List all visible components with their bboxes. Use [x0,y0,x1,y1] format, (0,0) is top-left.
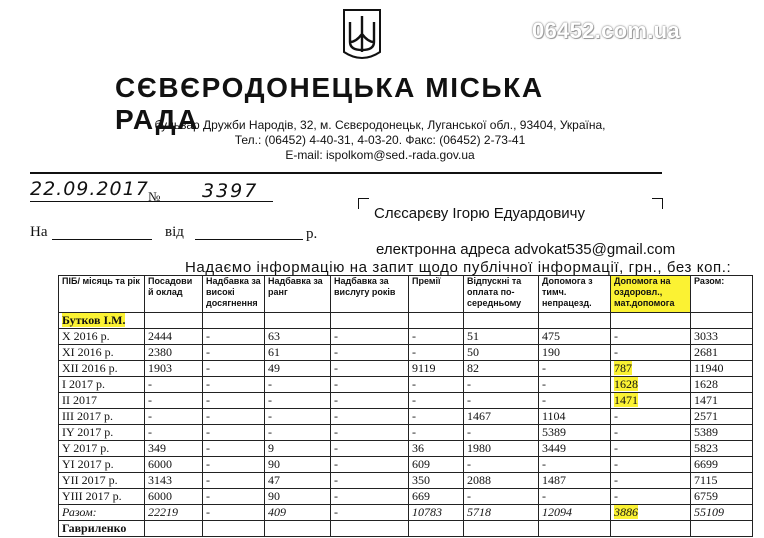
col-header: Відпускні та оплата по-середньому [464,276,539,313]
total-cell [203,505,265,521]
cell-text: 2380 [148,345,172,359]
value-cell [203,441,265,457]
cell-text: - [412,425,416,439]
cell-text: 5389 [694,425,718,439]
cell-text: - [614,409,618,423]
cell-text: 55109 [694,505,724,519]
vid-label: від [165,224,184,240]
recipient-name: Слєсарєву Ігорю Едуардовичу [374,205,585,222]
value-cell [203,393,265,409]
cell-text: 6759 [694,489,718,503]
cell-text: 5823 [694,441,718,455]
cell-text: - [206,361,210,375]
period-cell [59,393,145,409]
value-cell [409,409,464,425]
table-row [59,393,753,409]
value-cell [691,393,753,409]
col-header: Премії [409,276,464,313]
total-cell [464,505,539,521]
total-cell [59,505,145,521]
value-cell [331,361,409,377]
person-name: Гавриленко [62,521,127,535]
value-cell [145,361,203,377]
value-cell [539,377,611,393]
value-cell [611,457,691,473]
total-cell [409,505,464,521]
cell-text: 1903 [148,361,172,375]
total-cell [145,505,203,521]
cell-text: - [148,393,152,407]
cell-text: - [334,393,338,407]
value-cell [464,425,539,441]
cell-text: І 2017 р. [62,377,105,391]
value-cell [331,329,409,345]
cell-text: - [334,489,338,503]
value-cell [691,377,753,393]
number-label: № [148,189,161,204]
value-cell [691,441,753,457]
col-header: Надбавка за вислугу років [331,276,409,313]
cell-text: - [268,377,272,391]
value-cell [539,425,611,441]
value-cell [145,329,203,345]
value-cell [265,425,331,441]
date-underline [30,201,273,202]
value-cell [691,489,753,505]
value-cell [409,425,464,441]
vid-blank-line [195,239,303,240]
cell-text: - [542,361,546,375]
cell-text: - [206,345,210,359]
cell-text: - [412,329,416,343]
value-cell [464,473,539,489]
value-cell [539,329,611,345]
value-cell [539,409,611,425]
cell-text: - [614,441,618,455]
period-cell [59,473,145,489]
cell-text: - [614,345,618,359]
cell-text: 6699 [694,457,718,471]
value-cell [409,489,464,505]
cell-text: 1467 [467,409,491,423]
cell-text: 6000 [148,489,172,503]
recipient-bracket-right [652,198,663,209]
value-cell [203,361,265,377]
cell-text: - [542,377,546,391]
value-cell [611,425,691,441]
value-cell [409,329,464,345]
value-cell [331,393,409,409]
period-cell [59,329,145,345]
period-cell [59,377,145,393]
value-cell [691,457,753,473]
cell-text: - [614,473,618,487]
cell-text: 1487 [542,473,566,487]
value-cell [409,441,464,457]
cell-text: 475 [542,329,560,343]
value-cell [331,457,409,473]
period-cell [59,441,145,457]
cell-text: 49 [268,361,280,375]
cell-text: 10783 [412,505,442,519]
value-cell [265,489,331,505]
r-label: р. [306,226,318,242]
table-row [59,345,753,361]
value-cell [611,473,691,489]
total-cell [611,505,691,521]
value-cell [265,409,331,425]
value-cell [145,409,203,425]
value-cell [145,441,203,457]
value-cell [611,393,691,409]
cell-text: 1104 [542,409,566,423]
salary-table [58,275,753,537]
table-row [59,409,753,425]
period-cell [59,457,145,473]
total-cell [331,505,409,521]
value-cell [203,377,265,393]
cell-text: - [542,457,546,471]
handwritten-number: 3397 [202,180,259,202]
cell-text: 90 [268,457,280,471]
value-cell [409,345,464,361]
cell-text: - [334,329,338,343]
cell-text: - [467,377,471,391]
value-cell [539,473,611,489]
total-cell [691,505,753,521]
cell-text: - [614,425,618,439]
value-cell [409,457,464,473]
value-cell [145,457,203,473]
cell-text: - [268,409,272,423]
value-cell [145,473,203,489]
table-row [59,489,753,505]
cell-text: - [148,377,152,391]
total-row [59,505,753,521]
value-cell [409,393,464,409]
value-cell [331,425,409,441]
cell-text: 63 [268,329,280,343]
cell-text: 90 [268,489,280,503]
cell-text: - [412,377,416,391]
cell-text: - [206,377,210,391]
cell-text: 9 [268,441,274,455]
value-cell [611,329,691,345]
value-cell [409,377,464,393]
total-cell [265,505,331,521]
cell-text: 9119 [412,361,436,375]
cell-text: 47 [268,473,280,487]
na-label: На [30,224,48,240]
cell-text: YІ 2017 р. [62,457,114,471]
cell-text: - [148,425,152,439]
col-header: Надбавка за високі досягнення [203,276,265,313]
cell-text: 2681 [694,345,718,359]
cell-text: - [334,473,338,487]
cell-text: - [206,441,210,455]
value-cell [145,377,203,393]
value-cell [265,393,331,409]
cell-text: - [412,393,416,407]
value-cell [464,329,539,345]
cell-text: - [542,393,546,407]
value-cell [464,377,539,393]
value-cell [691,361,753,377]
cell-text: 3143 [148,473,172,487]
period-cell [59,489,145,505]
cell-text: - [334,345,338,359]
cell-text: 1980 [467,441,491,455]
cell-text: - [334,377,338,391]
na-blank-line [52,239,152,240]
cell-text: - [467,457,471,471]
value-cell [611,377,691,393]
period-cell [59,361,145,377]
cell-text: 3449 [542,441,566,455]
value-cell [691,329,753,345]
col-header: Посадови й оклад [145,276,203,313]
period-cell [59,425,145,441]
cell-text: 3033 [694,329,718,343]
value-cell [331,441,409,457]
value-cell [145,393,203,409]
value-cell [611,345,691,361]
cell-text: - [412,409,416,423]
value-cell [203,457,265,473]
cell-text: - [467,425,471,439]
value-cell [145,345,203,361]
cell-text: 609 [412,457,430,471]
cell-text: 12094 [542,505,572,519]
value-cell [611,441,691,457]
cell-text: 409 [268,505,286,519]
value-cell [331,345,409,361]
cell-text: - [206,505,210,519]
cell-text: 6000 [148,457,172,471]
col-header: Надбавка за ранг [265,276,331,313]
value-cell [539,441,611,457]
cell-text: - [467,393,471,407]
cell-text: - [467,489,471,503]
cell-text: 50 [467,345,479,359]
value-cell [464,441,539,457]
value-cell [265,329,331,345]
value-cell [203,425,265,441]
cell-text: 349 [148,441,166,455]
cell-text: 1471 [694,393,718,407]
cell-text: ХІ 2016 р. [62,345,114,359]
value-cell [331,489,409,505]
value-cell [203,473,265,489]
letterhead-divider [30,172,662,174]
site-watermark: 06452.com.ua [532,18,680,43]
value-cell [409,361,464,377]
cell-text: - [206,393,210,407]
value-cell [265,473,331,489]
table-row [59,329,753,345]
cell-text: - [542,489,546,503]
cell-text: 350 [412,473,430,487]
value-cell [331,377,409,393]
table-header-row [59,276,753,313]
person-row [59,313,753,329]
value-cell [464,409,539,425]
value-cell [611,361,691,377]
value-cell [691,345,753,361]
cell-text: - [206,473,210,487]
value-cell [203,329,265,345]
council-title: СЄВЄРОДОНЕЦЬКА МІСЬКА РАДА [115,72,544,135]
cell-text: - [334,361,338,375]
cell-text: - [334,425,338,439]
cell-text: 669 [412,489,430,503]
person-row [59,521,753,537]
value-cell [464,393,539,409]
cell-text: 2571 [694,409,718,423]
recipient-email: електронна адреса advokat535@gmail.com [376,241,676,258]
cell-text: 190 [542,345,560,359]
value-cell [145,425,203,441]
value-cell [265,457,331,473]
cell-text: - [334,409,338,423]
value-cell [539,361,611,377]
cell-text: 82 [467,361,479,375]
cell-text: 5718 [467,505,491,519]
cell-text: - [334,505,338,519]
value-cell [611,489,691,505]
table-row [59,441,753,457]
cell-text: 61 [268,345,280,359]
value-cell [691,409,753,425]
cell-text: 5389 [542,425,566,439]
cell-text: - [614,489,618,503]
cell-text: Разом: [62,505,97,519]
cell-text: 3886 [614,505,638,519]
value-cell [203,345,265,361]
recipient-bracket-left [358,198,369,209]
value-cell [203,409,265,425]
value-cell [539,393,611,409]
value-cell [265,361,331,377]
period-cell [59,345,145,361]
cell-text: Y 2017 р. [62,441,110,455]
value-cell [464,457,539,473]
value-cell [409,473,464,489]
value-cell [331,473,409,489]
cell-text: - [206,457,210,471]
value-cell [691,473,753,489]
table-row [59,473,753,489]
value-cell [145,489,203,505]
cell-text: 7115 [694,473,718,487]
cell-text: Х 2016 р. [62,329,110,343]
value-cell [464,345,539,361]
value-cell [265,377,331,393]
phone-line: Тел.: (06452) 4-40-31, 4-03-20. Факс: (06452) 2-73-41 [234,133,526,147]
table-row [59,361,753,377]
trident-emblem-icon [340,8,384,66]
cell-text: - [206,489,210,503]
cell-text: 51 [467,329,479,343]
intro-text: Надаємо інформацію на запит щодо публічної інформації, грн., без коп.: [185,259,732,276]
value-cell [464,489,539,505]
value-cell [464,361,539,377]
cell-text: 2088 [467,473,491,487]
cell-text: 1628 [614,377,638,391]
cell-text: - [614,457,618,471]
period-cell [59,409,145,425]
table-row [59,457,753,473]
cell-text: YІІ 2017 р. [62,473,118,487]
handwritten-date: 22.09.2017 [30,178,149,200]
person-name: Бутков І.М. [62,313,126,327]
value-cell [539,489,611,505]
value-cell [611,409,691,425]
col-header: Разом: [691,276,753,313]
value-cell [691,425,753,441]
cell-text: 787 [614,361,632,375]
cell-text: 2444 [148,329,172,343]
cell-text: 1471 [614,393,638,407]
cell-text: YІІІ 2017 р. [62,489,122,503]
cell-text: - [268,425,272,439]
cell-text: ІІІ 2017 р. [62,409,113,423]
email-line: E-mail: ispolkom@sed.-rada.gov.ua [285,148,475,162]
cell-text: 11940 [694,361,724,375]
cell-text: - [268,393,272,407]
col-header: ПІБ/ місяць та рік [59,276,145,313]
cell-text: 22219 [148,505,178,519]
cell-text: - [206,425,210,439]
cell-text: ІІ 2017 [62,393,97,407]
cell-text: - [206,329,210,343]
cell-text: ХІІ 2016 р. [62,361,118,375]
cell-text: 36 [412,441,424,455]
cell-text: - [148,409,152,423]
value-cell [265,345,331,361]
cell-text: - [334,457,338,471]
address-line: бульвар Дружби Народів, 32, м. Сєвєродонецьк, Луганської обл., 93404, Україна, [154,118,606,132]
cell-text: - [334,441,338,455]
total-cell [539,505,611,521]
value-cell [265,441,331,457]
value-cell [331,409,409,425]
col-header: Допомога з тимч. непрацезд. [539,276,611,313]
value-cell [203,489,265,505]
cell-text: - [614,329,618,343]
cell-text: 1628 [694,377,718,391]
value-cell [539,457,611,473]
value-cell [539,345,611,361]
table-row [59,425,753,441]
table-row [59,377,753,393]
col-header: Допомога на оздоровл., мат.допомога [611,276,691,313]
cell-text: - [206,409,210,423]
cell-text: ІY 2017 р. [62,425,114,439]
cell-text: - [412,345,416,359]
